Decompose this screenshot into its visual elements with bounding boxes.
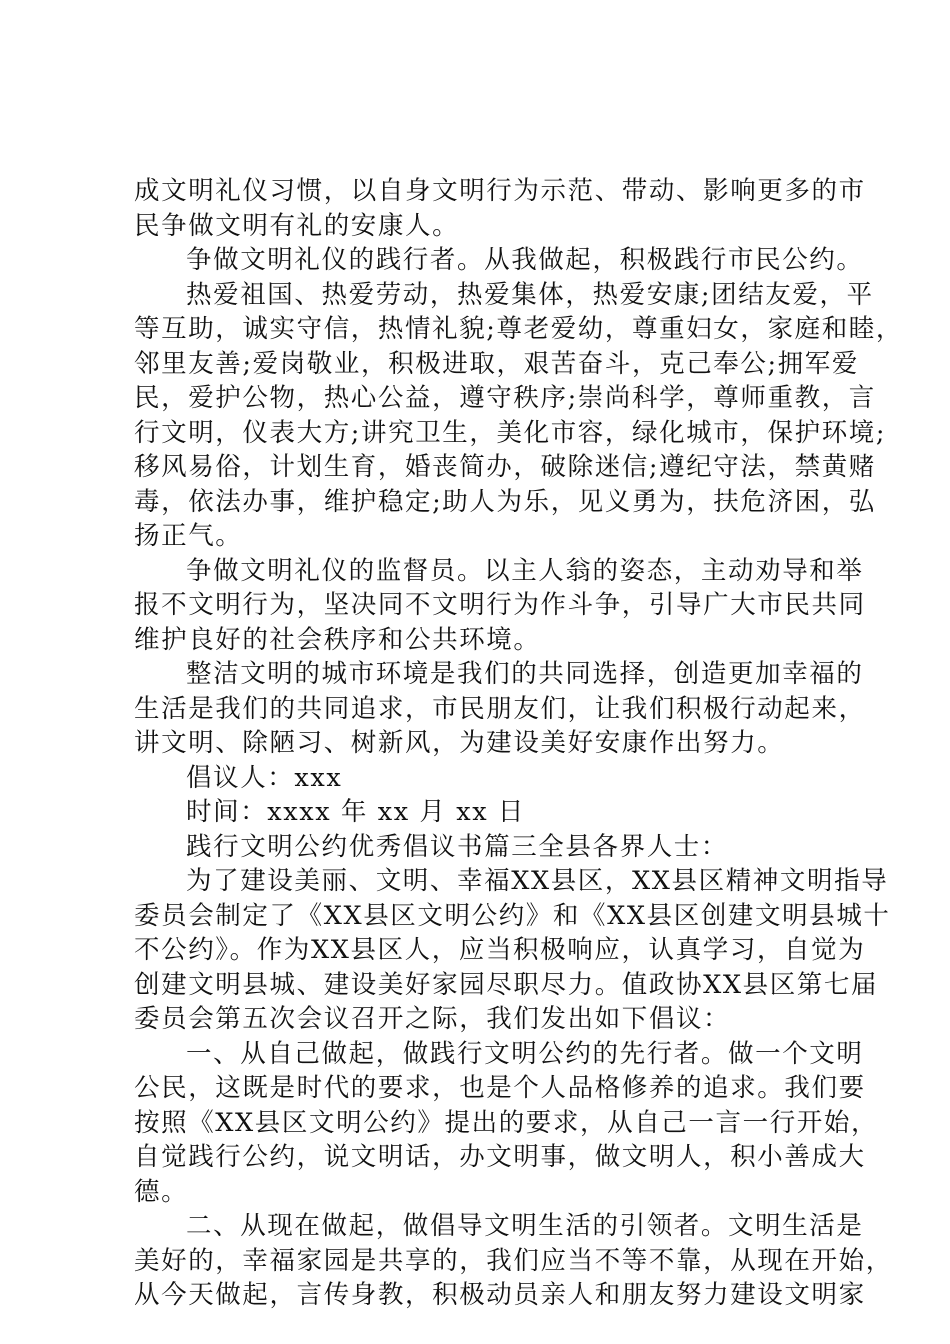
text-line: 民争做文明有礼的安康人。 bbox=[134, 210, 460, 241]
text-line: 美好的，幸福家园是共享的，我们应当不等不靠，从现在开始， bbox=[134, 1245, 893, 1276]
text-line: 从今天做起，言传身教，积极动员亲人和朋友努力建设文明家 bbox=[134, 1280, 866, 1310]
text-line: 委员会制定了《XX县区文明公约》和《XX县区创建文明县城十 bbox=[134, 900, 891, 931]
text-line: 维护良好的社会秩序和公共环境。 bbox=[134, 624, 541, 655]
text-line: 毒，依法办事，维护稳定;助人为乐，见义勇为，扶危济困，弘 bbox=[134, 486, 876, 517]
text-line: 倡议人：xxx bbox=[186, 762, 343, 793]
text-line: 邻里友善;爱岗敬业，积极进取，艰苦奋斗，克己奉公;拥军爱 bbox=[134, 348, 859, 379]
text-line: 自觉践行公约，说文明话，办文明事，做文明人，积小善成大 bbox=[134, 1142, 866, 1172]
text-line: 争做文明礼仪的践行者。从我做起，积极践行市民公约。 bbox=[186, 245, 864, 275]
text-line: 为了建设美丽、文明、幸福XX县区，XX县区精神文明指导 bbox=[186, 866, 889, 896]
text-line: 按照《XX县区文明公约》提出的要求，从自己一言一行开始， bbox=[134, 1107, 879, 1138]
text-line: 扬正气。 bbox=[134, 521, 243, 551]
text-line: 德。 bbox=[134, 1176, 189, 1207]
text-line: 践行文明公约优秀倡议书篇三全县各界人士： bbox=[186, 831, 729, 862]
text-line: 创建文明县城、建设美好家园尽职尽力。值政协XX县区第七届 bbox=[134, 969, 879, 1000]
text-line: 成文明礼仪习惯，以自身文明行为示范、带动、影响更多的市 bbox=[134, 176, 866, 206]
text-line: 生活是我们的共同追求，市民朋友们，让我们积极行动起来， bbox=[134, 693, 866, 724]
text-line: 委员会第五次会议召开之际，我们发出如下倡议： bbox=[134, 1004, 731, 1034]
document-body bbox=[134, 174, 903, 1313]
text-line: 公民，这既是时代的要求，也是个人品格修养的追求。我们要 bbox=[134, 1073, 866, 1103]
text-line: 整洁文明的城市环境是我们的共同选择，创造更加幸福的 bbox=[186, 659, 864, 689]
text-line: 热爱祖国、热爱劳动，热爱集体，热爱安康;团结友爱，平 bbox=[186, 279, 874, 310]
text-line: 不公约》。作为XX县区人，应当积极响应，认真学习，自觉为 bbox=[134, 935, 866, 965]
text-line: 时间：xxxx 年 xx 月 xx 日 bbox=[186, 797, 525, 827]
text-line: 行文明，仪表大方;讲究卫生，美化市容，绿化城市，保护环境; bbox=[134, 417, 887, 448]
text-line: 一、从自己做起，做践行文明公约的先行者。做一个文明 bbox=[186, 1038, 864, 1069]
text-line: 等互助，诚实守信，热情礼貌;尊老爱幼，尊重妇女，家庭和睦， bbox=[134, 314, 903, 344]
text-line: 移风易俗，计划生育，婚丧简办，破除迷信;遵纪守法，禁黄赌 bbox=[134, 452, 876, 482]
text-line: 报不文明行为，坚决同不文明行为作斗争，引导广大市民共同 bbox=[134, 590, 866, 620]
text-line: 争做文明礼仪的监督员。以主人翁的姿态，主动劝导和举 bbox=[186, 555, 864, 586]
text-line: 讲文明、除陋习、树新风，为建设美好安康作出努力。 bbox=[134, 728, 785, 758]
text-line: 民，爱护公物，热心公益，遵守秩序;崇尚科学，尊师重教，言 bbox=[134, 383, 876, 413]
text-line: 二、从现在做起，做倡导文明生活的引领者。文明生活是 bbox=[186, 1211, 864, 1241]
